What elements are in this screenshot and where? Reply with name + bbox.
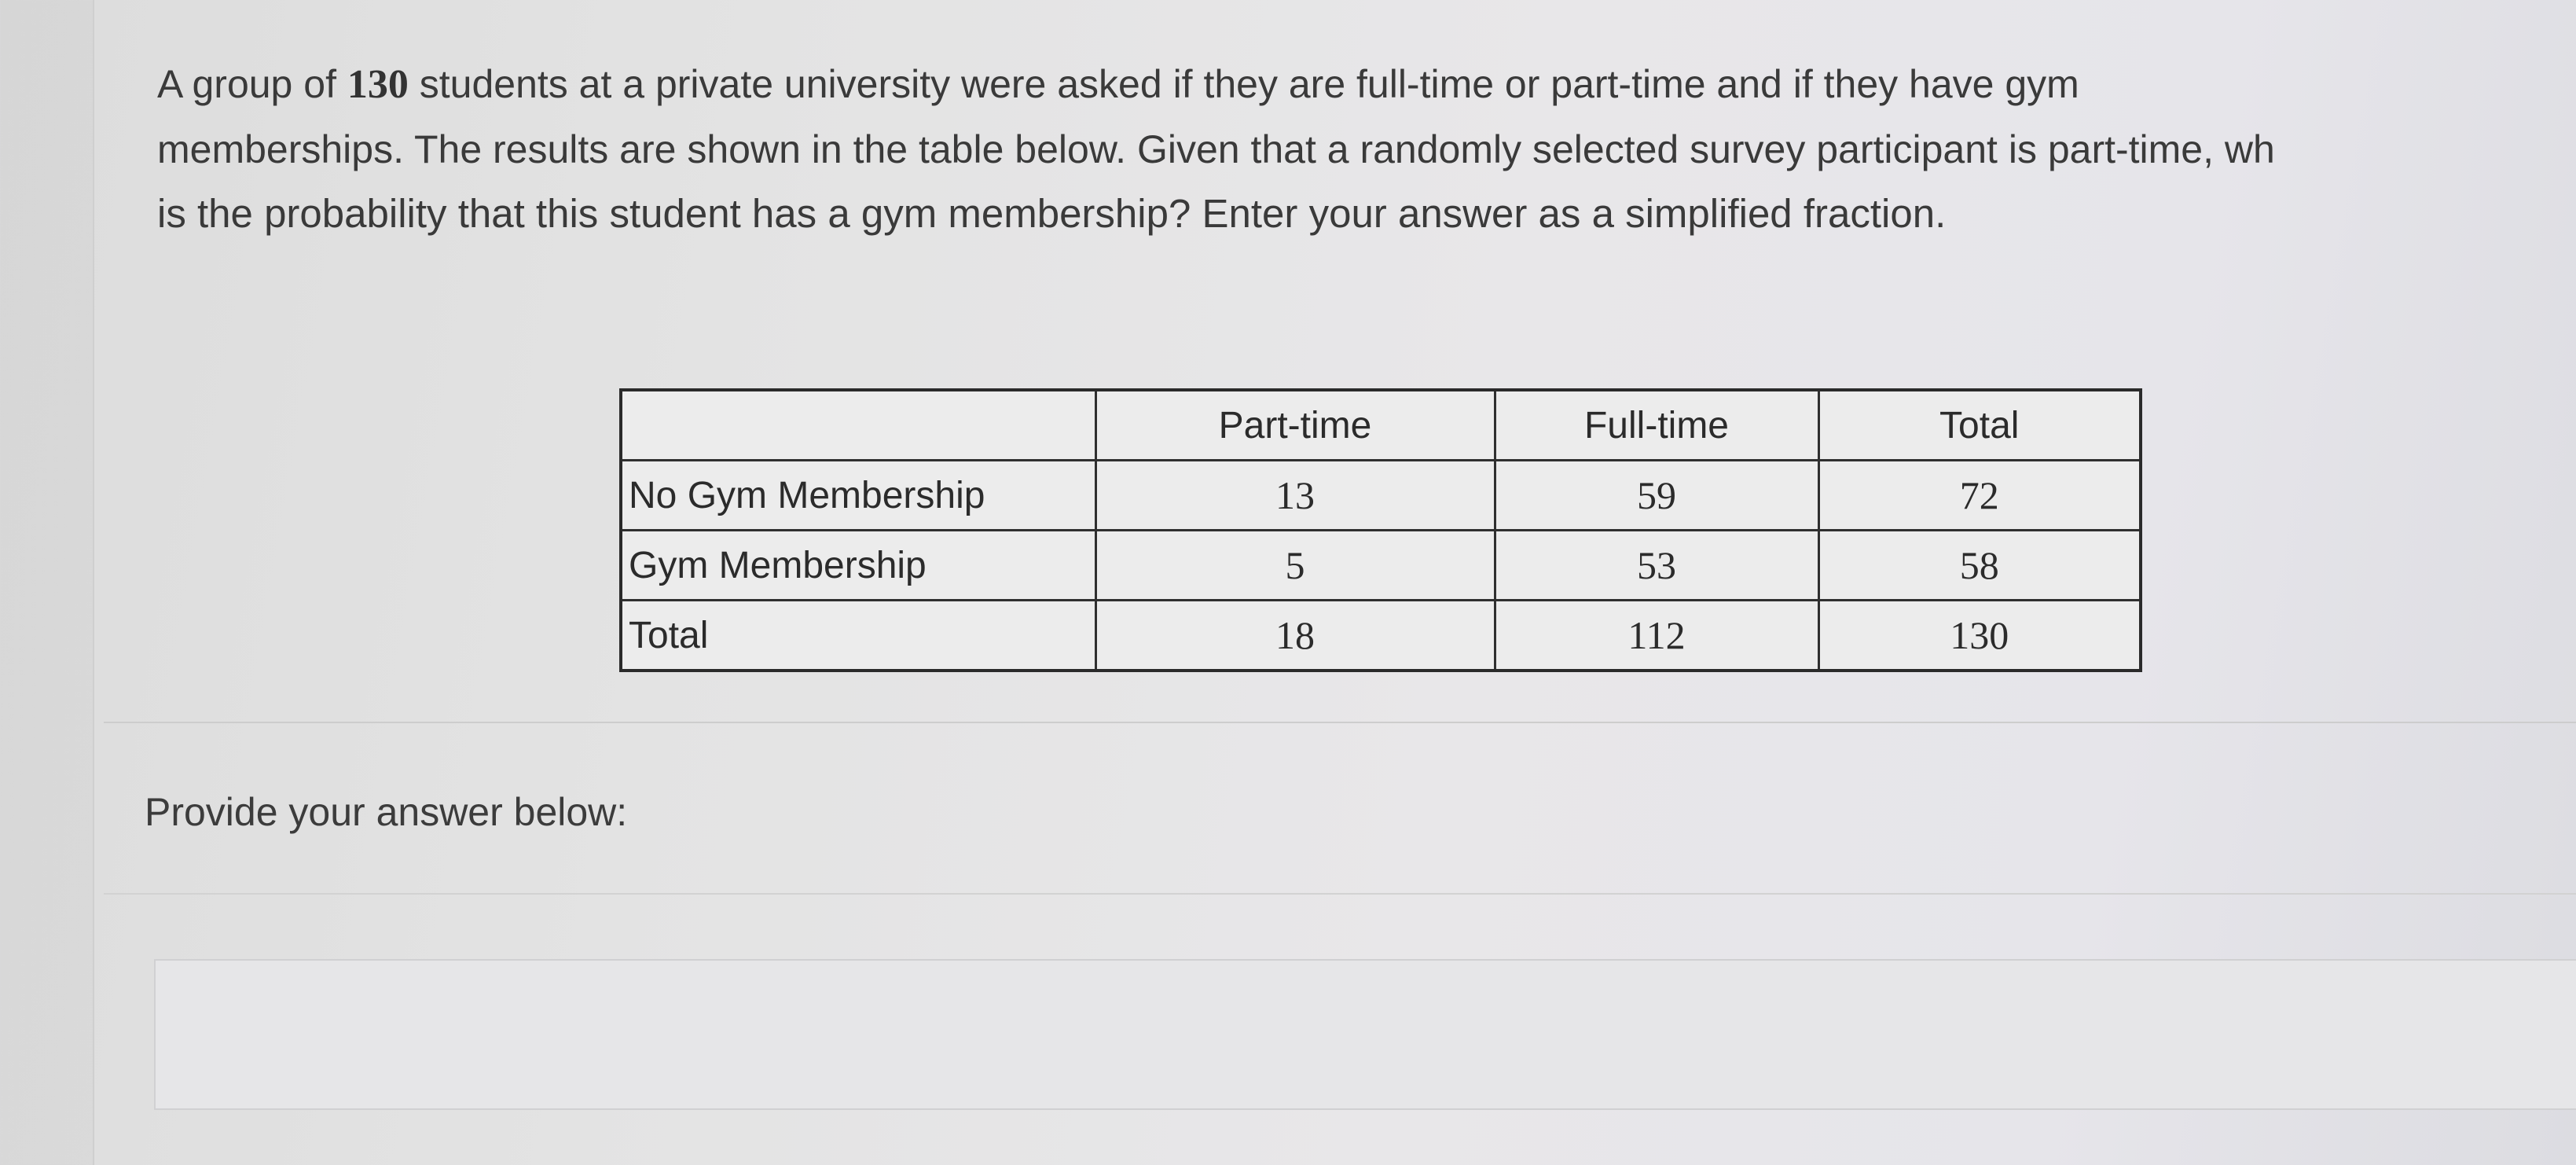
question-line-3: is the probability that this student has a gym membership? Enter your answer as a simplified fraction.	[157, 191, 1947, 236]
cell-value: 18	[1095, 601, 1495, 671]
cell-value: 130	[1818, 601, 2141, 671]
cell-value: 13	[1095, 461, 1495, 531]
student-count: 130	[347, 62, 409, 107]
table-row	[621, 461, 2141, 531]
table-header-row	[621, 390, 2141, 461]
question-text	[157, 52, 2554, 246]
contingency-table	[619, 388, 2142, 672]
answer-input[interactable]	[154, 959, 2576, 1110]
section-divider	[104, 893, 2576, 895]
data-table	[619, 388, 2142, 672]
question-line-1-end: students at a private university were asked if they are full-time or part-time and if they have gym	[408, 62, 2079, 106]
cell-value: 59	[1495, 461, 1818, 531]
row-label: No Gym Membership	[621, 461, 1095, 531]
cell-value: 72	[1818, 461, 2141, 531]
cell-value: 58	[1818, 531, 2141, 601]
cell-value: 53	[1495, 531, 1818, 601]
cell-value: 5	[1095, 531, 1495, 601]
section-divider	[104, 722, 2576, 723]
table-row	[621, 531, 2141, 601]
row-label: Total	[621, 601, 1095, 671]
header-part-time: Part-time	[1095, 390, 1495, 461]
header-total: Total	[1818, 390, 2141, 461]
question-line-2: memberships. The results are shown in the table below. Given that a randomly selected survey participant is part-time, wh	[157, 127, 2275, 171]
answer-prompt-label: Provide your answer below:	[145, 790, 628, 834]
cell-value: 112	[1495, 601, 1818, 671]
header-empty	[621, 390, 1095, 461]
question-line-1	[157, 52, 2554, 117]
table-row	[621, 601, 2141, 671]
header-full-time: Full-time	[1495, 390, 1818, 461]
row-label: Gym Membership	[621, 531, 1095, 601]
question-line-1-start: A group of	[157, 62, 347, 106]
